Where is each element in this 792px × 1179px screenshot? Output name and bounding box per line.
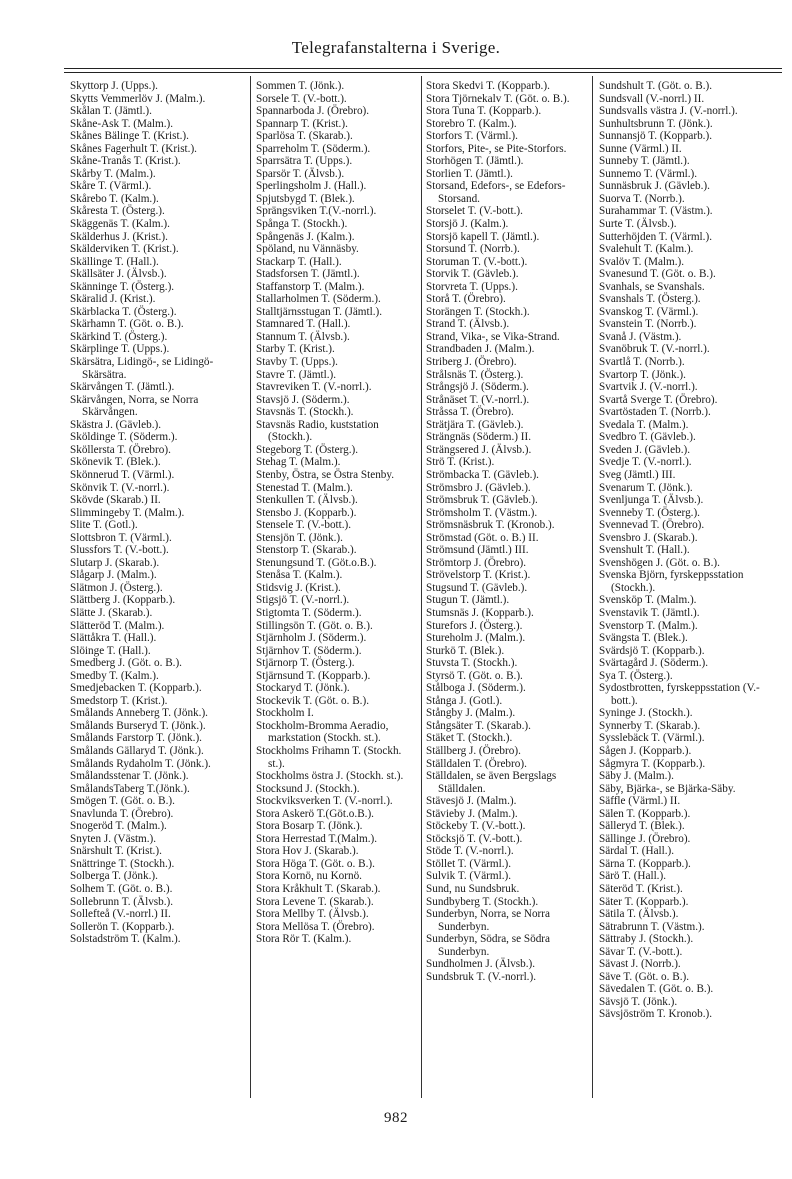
station-entry: Stävesjö J. (Malm.). (426, 795, 517, 808)
station-entry: Slöinge T. (Hall.). (70, 644, 151, 657)
station-entry: Styrsö T. (Göt. o. B.). (426, 669, 523, 682)
station-entry: Skövde (Skarab.) II. (70, 494, 161, 507)
station-entry: Stjärnsund T. (Kopparb.). (256, 669, 371, 682)
station-entry: Särö T. (Hall.). (599, 870, 667, 883)
station-entry: Sturkö T. (Blek.). (426, 644, 505, 657)
station-entry: Strömsholm T. (Västm.). (426, 506, 538, 519)
station-entry: Slätmon J. (Österg.). (70, 581, 163, 594)
station-entry: Solhem T. (Göt. o. B.). (70, 883, 173, 895)
station-entry: Svenneby T. (Österg.). (599, 506, 700, 519)
station-entry: Strand, Vika-, se Vika-Strand. (426, 330, 560, 343)
station-entry: Sparlösa T. (Skarab.). (256, 130, 353, 143)
station-entry: Särdal T. (Hall.). (599, 845, 675, 858)
station-entry: Svedala T. (Malm.). (599, 418, 689, 431)
station-entry: Syninge J. (Stockh.). (599, 707, 693, 720)
station-entry: Sundsvall (V.-norrl.) II. (599, 92, 705, 105)
column-1 (70, 80, 240, 1095)
station-entry: Storsund T. (Norrb.). (426, 243, 520, 256)
station-entry: Svenstavik T. (Jämtl.). (599, 606, 700, 619)
station-entry: Sveg (Jämtl.) III. (599, 468, 676, 481)
station-entry: Snavlunda T. (Örebro). (70, 807, 174, 820)
station-entry: Stenåsa T. (Kalm.). (256, 569, 343, 582)
station-entry: Snyten J. (Västm.). (70, 832, 157, 845)
station-entry: Slite T. (Gotl.). (70, 519, 138, 532)
station-entry: Sävedalen T. (Göt. o. B.). (599, 983, 714, 996)
station-entry: Strö T. (Krist.). (426, 456, 495, 469)
column-2 (256, 80, 418, 1095)
station-entry: Stigsjö T. (V.-norrl.). (256, 594, 350, 607)
station-entry: Skärplinge T. (Upps.). (70, 343, 170, 356)
station-entry: Stugun T. (Jämtl.). (426, 594, 510, 607)
station-entry: Strålsnäs T. (Österg.). (426, 368, 524, 381)
station-entry: Sundshult T. (Göt. o. B.). (599, 80, 713, 92)
station-entry: Svalöv T. (Malm.). (599, 255, 685, 268)
station-entry: Sågmyra T. (Kopparb.). (599, 757, 706, 770)
station-entry: Svenshult T. (Hall.). (599, 544, 690, 557)
station-entry: Stalltjärnsstugan T. (Jämtl.). (256, 305, 383, 318)
station-entry: SmålandsTaberg T.(Jönk.). (70, 782, 190, 795)
station-entry: Stockviksverken T. (V.-norrl.). (256, 795, 393, 808)
station-entry: Sättraby J. (Stockh.). (599, 933, 694, 946)
station-entry: Sommen T. (Jönk.). (256, 80, 345, 92)
station-entry: Slätteröd T. (Malm.). (70, 619, 165, 632)
station-entry: Spångenäs J. (Kalm.). (256, 230, 355, 243)
station-entry: Smedby T. (Kalm.). (70, 669, 159, 682)
station-entry: Storfors, Pite-, se Pite-Storfors. (426, 142, 567, 155)
station-entry: Stöckeby T. (V.-bott.). (426, 820, 526, 833)
station-entry: Smålands Farstorp T. (Jönk.). (70, 732, 202, 745)
station-entry: Stigtomta T. (Söderm.). (256, 606, 362, 619)
station-entry: Spöland, nu Vännäsby. (256, 243, 359, 256)
station-entry: Skärvången T. (Jämtl.). (70, 381, 175, 394)
station-entry: Surte T. (Älvsb.). (599, 218, 677, 231)
station-entry: Strömstad (Göt. o. B.) II. (426, 531, 539, 544)
station-entry: Sutterhöjden T. (Värml.). (599, 230, 712, 243)
page-title: Telegrafanstalterna i Sverige. (291, 38, 501, 57)
station-entry: Storsjö J. (Kalm.). (426, 218, 509, 231)
station-entry: Skälderhus J. (Krist.). (70, 230, 168, 243)
station-entry: Svanshals T. (Österg.). (599, 293, 701, 306)
station-entry: Svenljunga T. (Älvsb.). (599, 494, 704, 507)
station-entry: Suorva T. (Norrb.). (599, 192, 685, 205)
station-entry: Strömbacka T. (Gävleb.). (426, 468, 539, 481)
station-entry: Sågen J. (Kopparb.). (599, 744, 692, 757)
station-entry: Strömtorp J. (Örebro). (426, 556, 527, 569)
station-entry: Snogeröd T. (Malm.). (70, 820, 167, 833)
station-entry: Storselet T. (V.-bott.). (426, 205, 523, 218)
station-entry: Smålands Rydaholm T. (Jönk.). (70, 757, 211, 770)
station-entry: Sätrabrunn T. (Västm.). (599, 920, 705, 933)
station-entry: Stockholm I. (256, 707, 314, 720)
station-entry: Sparsör T. (Älvsb.). (256, 167, 345, 180)
station-entry: Stävieby J. (Malm.). (426, 807, 518, 820)
station-entry: Storhögen T. (Jämtl.). (426, 155, 524, 168)
station-entry: Storsjö kapell T. (Jämtl.). (426, 230, 540, 243)
station-entry: Skånes Bälinge T. (Krist.). (70, 130, 189, 143)
station-entry: Slågarp J. (Malm.). (70, 569, 157, 582)
station-entry: Stavsnäs Radio, kuststation (Stockh.). (256, 418, 379, 444)
station-entry: Skärhamn T. (Göt. o. B.). (70, 318, 184, 331)
station-entry: Sälleryd T. (Blek.). (599, 820, 685, 833)
column-4 (599, 80, 782, 1095)
station-entry: Svenarum T. (Jönk.). (599, 481, 693, 494)
station-entry: Svanå J. (Västm.). (599, 330, 682, 343)
station-entry: Spånga T. (Stockh.). (256, 218, 348, 231)
station-entry: Stora Tuna T. (Kopparb.). (426, 105, 542, 118)
station-entry: Strängsered J. (Älvsb.). (426, 443, 532, 456)
station-entry: Stenkullen T. (Älvsb.). (256, 494, 358, 507)
station-entry: Sulvik T. (Värml.). (426, 870, 512, 883)
station-entry: Svärdsjö T. (Kopparb.). (599, 644, 705, 657)
station-entry: Stamnared T. (Hall.). (256, 318, 351, 331)
station-entry: Sundbyberg T. (Stockh.). (426, 895, 539, 908)
station-entry: Strömsnäsbruk T. (Kronob.). (426, 519, 555, 532)
station-entry: Stjärnhov T. (Söderm.). (256, 644, 362, 657)
station-entry: Strätjära T. (Gävleb.). (426, 418, 524, 431)
station-entry: Smålandsstenar T. (Jönk.). (70, 770, 189, 783)
station-entry: Sollefteå (V.-norrl.) II. (70, 908, 171, 921)
station-entry: Sydostbrotten, fyrskeppsstation (V.-bott.). (599, 682, 760, 707)
station-entry: Skårby T. (Malm.). (70, 167, 156, 180)
station-entry: Sunnäsbruk J. (Gävleb.). (599, 180, 710, 193)
station-entry: Stöllet T. (Värml.). (426, 857, 512, 870)
station-entry: Slussfors T. (V.-bott.). (70, 544, 169, 557)
station-entry: Sätila T. (Älvsb.). (599, 908, 679, 921)
station-entry: Sunderbyn, Södra, se Södra Sunderbyn. (426, 933, 550, 958)
station-entry: Stehag T. (Malm.). (256, 456, 341, 469)
station-entry: Sällinge J. (Örebro). (599, 832, 691, 845)
station-entry: Skånes Fagerhult T. (Krist.). (70, 142, 197, 155)
station-entry: Stackarp T. (Hall.). (256, 255, 342, 268)
station-entry: Stenestad T. (Malm.). (256, 481, 353, 494)
station-entry: Sund, nu Sundsbruk. (426, 883, 520, 895)
station-entry: Stora Askerö T.(Göt.o.B.). (256, 807, 374, 820)
station-entry: Stavby T. (Upps.). (256, 356, 338, 369)
station-entry: Stockevik T. (Göt. o. B.). (256, 694, 370, 707)
station-entry: Storvik T. (Gävleb.). (426, 268, 519, 281)
station-entry: Stora Levene T. (Skarab.). (256, 895, 374, 908)
station-entry: Slutarp J. (Skarab.). (70, 556, 160, 569)
station-entry: Smedberg J. (Göt. o. B.). (70, 657, 182, 670)
station-entry: Ställberg J. (Örebro). (426, 744, 521, 757)
station-entry: Skärsätra, Lidingö-, se Lidingö-Skärsätra. (70, 356, 214, 381)
station-entry: Skästra J. (Gävleb.). (70, 418, 162, 431)
station-entry: Skäralid J. (Krist.). (70, 293, 156, 306)
station-entry: Stora Tjörnekalv T. (Göt. o. B.). (426, 92, 570, 105)
station-entry: Skåne-Tranås T. (Krist.). (70, 155, 181, 168)
station-entry: Sälen T. (Kopparb.). (599, 807, 691, 820)
station-entry: Säve T. (Göt. o. B.). (599, 970, 690, 983)
station-entry: Svartorp T. (Jönk.). (599, 368, 686, 381)
station-entry: Stocksund J. (Stockh.). (256, 782, 360, 795)
station-entry: Skällsäter J. (Älvsb.). (70, 268, 167, 281)
station-entry: Stånga J. (Gotl.). (426, 694, 503, 707)
station-entry: Smedjebacken T. (Kopparb.). (70, 682, 202, 695)
station-entry: Strövelstorp T. (Krist.). (426, 569, 531, 582)
station-entry: Stöde T. (V.-norrl.). (426, 845, 514, 858)
station-entry: Smålands Burseryd T. (Jönk.). (70, 719, 206, 732)
station-entry: Sävsjö T. (Jönk.). (599, 995, 678, 1008)
station-entry: Sköllersta T. (Örebro). (70, 443, 171, 456)
station-entry: Stångby J. (Malm.). (426, 707, 516, 720)
station-entry: Sunne (Värml.) II. (599, 142, 682, 155)
station-entry: Sturefors J. (Österg.). (426, 619, 523, 632)
station-entry: Strömsbruk T. (Gävleb.). (426, 494, 538, 507)
station-entry: Stora Skedvi T. (Kopparb.). (426, 80, 550, 92)
station-entry: Stavsjö J. (Söderm.). (256, 393, 350, 406)
station-entry: Smögen T. (Göt. o. B.). (70, 795, 175, 808)
station-entry: Storfors T. (Värml.). (426, 130, 518, 143)
station-entry: Slimmingeby T. (Malm.). (70, 506, 185, 519)
station-entry: Strängnäs (Söderm.) II. (426, 431, 532, 444)
station-entry: Stora Mellby T. (Älvsb.). (256, 908, 369, 921)
station-entry: Stora Herrestad T.(Malm.). (256, 832, 378, 845)
station-entry: Spjutsbygd T. (Blek.). (256, 192, 355, 205)
station-entry: Stockholms östra J. (Stockh. st.). (256, 770, 404, 783)
station-entry: Storå T. (Örebro). (426, 293, 506, 306)
station-entry: Stora Höga T. (Göt. o. B.). (256, 857, 375, 870)
station-entry: Stöcksjö T. (V.-bott.). (426, 832, 523, 845)
station-entry: Slätte J. (Skarab.). (70, 606, 153, 619)
station-entry: Ställdalen T. (Örebro). (426, 757, 527, 770)
station-entry: Svartvik J. (V.-norrl.). (599, 381, 698, 394)
station-entry: Stora Mellösa T. (Örebro). (256, 920, 375, 933)
station-entry: Stora Kornö, nu Kornö. (256, 870, 362, 883)
station-entry: Strånäset T. (V.-norrl.). (426, 393, 530, 406)
station-entry: Sollerön T. (Kopparb.). (70, 920, 175, 933)
station-entry: Skärblacka T. (Österg.). (70, 305, 177, 318)
station-entry: Svalehult T. (Kalm.). (599, 243, 694, 256)
station-entry: Sollebrunn T. (Älvsb.). (70, 895, 174, 908)
station-entry: Sparrsätra T. (Upps.). (256, 155, 353, 168)
station-entry: Surahammar T. (Västm.). (599, 205, 713, 218)
station-entry: Svartlå T. (Norrb.). (599, 356, 685, 369)
station-entry: Säby, Bjärka-, se Bjärka-Säby. (599, 782, 736, 795)
station-entry: Stenstorp T. (Skarab.). (256, 544, 357, 557)
station-entry: Stångsäter T. (Skarab.). (426, 719, 531, 732)
station-entry: Slottsbron T. (Värml.). (70, 531, 172, 544)
station-entry: Stadsforsen T. (Jämtl.). (256, 268, 360, 281)
station-entry: Svedbro T. (Gävleb.). (599, 431, 696, 444)
station-entry: Skönnerud T. (Värml.). (70, 468, 175, 481)
station-entry: Stavre T. (Jämtl.). (256, 368, 337, 381)
station-entry: Solstadström T. (Kalm.). (70, 933, 181, 946)
station-entry: Stillingsön T. (Göt. o. B.). (256, 619, 373, 632)
station-entry: Stugsund T. (Gävleb.). (426, 581, 528, 594)
station-entry: Stora Bosarp T. (Jönk.). (256, 820, 363, 833)
station-entry: Storuman T. (V.-bott.). (426, 255, 528, 268)
station-entry: Sorsele T. (V.-bott.). (256, 92, 347, 105)
station-entry: Spannarp T. (Krist.). (256, 117, 348, 130)
station-entry: Snättringe T. (Stockh.). (70, 857, 175, 870)
station-entry: Skåresta T. (Österg.). (70, 205, 165, 218)
station-entry: Stenby, Östra, se Östra Stenby. (256, 468, 395, 481)
station-entry: Sprängsviken T.(V.-norrl.). (256, 205, 377, 218)
station-entry: Smålands Gällaryd T. (Jönk.). (70, 744, 204, 757)
station-entry: Stenungsund T. (Göt.o.B.). (256, 556, 377, 569)
station-entry: Säteröd T. (Krist.). (599, 883, 683, 895)
station-entry: Stannum T. (Älvsb.). (256, 330, 350, 343)
station-entry: Stora Hov J. (Skarab.). (256, 845, 359, 858)
station-entry: Skönvik T. (V.-norrl.). (70, 481, 170, 494)
station-entry: Säffle (Värml.) II. (599, 795, 681, 808)
station-entry: Strömsund (Jämtl.) III. (426, 544, 529, 557)
station-entry: Svartå Sverge T. (Örebro). (599, 393, 718, 406)
station-entry: Storlien T. (Jämtl.). (426, 167, 513, 180)
column-3 (426, 80, 591, 1095)
station-entry: Säter T. (Kopparb.). (599, 895, 689, 908)
station-entry: Ställdalen, se även Bergslags Ställdalen. (426, 770, 557, 795)
station-entry: Skällinge T. (Hall.). (70, 255, 159, 268)
station-entry: Sävsjöström T. Kronob.). (599, 1008, 713, 1021)
station-entry: Stidsvig J. (Krist.). (256, 581, 341, 594)
station-entry: Storängen T. (Stockh.). (426, 305, 530, 318)
station-entry: Sunderbyn, Norra, se Norra Sunderbyn. (426, 908, 550, 933)
station-entry: Sävast J. (Norrb.). (599, 958, 681, 971)
station-entry: Stora Rör T. (Kalm.). (256, 933, 352, 946)
station-entry: Slättåkra T. (Hall.). (70, 632, 157, 645)
station-entry: Smålands Anneberg T. (Jönk.). (70, 707, 208, 720)
station-entry: Svensbro J. (Skarab.). (599, 531, 698, 544)
station-entry: Skåre T. (Värml.). (70, 180, 152, 193)
directory-columns (70, 80, 782, 1095)
station-entry: Svanöbruk T. (V.-norrl.). (599, 343, 710, 356)
station-entry: Sparreholm T. (Söderm.). (256, 142, 371, 155)
station-entry: Storvreta T. (Upps.). (426, 280, 518, 293)
page-number: 982 (384, 1110, 408, 1126)
station-entry: Svenstorp T. (Malm.). (599, 619, 698, 632)
station-entry: Svenska Björn, fyrskeppsstation (Stockh.). (599, 569, 744, 594)
station-entry: Stegeborg T. (Österg.). (256, 443, 359, 456)
station-entry: Sundsbruk T. (V.-norrl.). (426, 970, 537, 983)
station-entry: Stålboga J. (Söderm.). (426, 682, 526, 695)
station-entry: Skäggenäs T. (Kalm.). (70, 218, 170, 231)
station-entry: Sävar T. (V.-bott.). (599, 945, 683, 958)
station-entry: Starby T. (Krist.). (256, 343, 335, 356)
station-entry: Svanskog T. (Värml.). (599, 305, 699, 318)
station-entry: Striberg J. (Örebro). (426, 356, 517, 369)
station-entry: Svängsta T. (Blek.). (599, 632, 688, 645)
station-entry: Smedstorp T. (Krist.). (70, 694, 168, 707)
station-entry: Svanhals, se Svanshals. (599, 280, 705, 293)
station-entry: Sundholmen J. (Älvsb.). (426, 958, 536, 971)
header-rule-bottom (64, 72, 782, 73)
station-entry: Skälderviken T. (Krist.). (70, 243, 179, 256)
station-entry: Stureholm J. (Malm.). (426, 632, 526, 645)
station-entry: Skålan T. (Jämtl.). (70, 105, 152, 118)
station-entry: Stockholms Frihamn T. (Stockh. st.). (256, 744, 402, 770)
station-entry: Stråssa T. (Örebro). (426, 406, 514, 419)
station-entry: Sperlingsholm J. (Hall.). (256, 180, 367, 193)
station-entry: Sya T. (Österg.). (599, 669, 673, 682)
station-entry: Sveden J. (Gävleb.). (599, 443, 691, 456)
station-entry: Spannarboda J. (Örebro). (256, 105, 370, 118)
station-entry: Stjärnholm J. (Söderm.). (256, 632, 367, 645)
station-entry: Svartöstaden T. (Norrb.). (599, 406, 711, 419)
station-entry: Stavreviken T. (V.-norrl.). (256, 381, 372, 394)
station-entry: Skåne-Ask T. (Malm.). (70, 117, 174, 130)
station-entry: Sunnemo T. (Värml.). (599, 167, 698, 180)
station-entry: Stavsnäs T. (Stockh.). (256, 406, 354, 419)
station-entry: Sundsvalls västra J. (V.-norrl.). (599, 105, 738, 118)
station-entry: Solberga T. (Jönk.). (70, 870, 158, 883)
station-entry: Skänninge T. (Österg.). (70, 280, 175, 293)
station-entry: Svärtagård J. (Söderm.). (599, 657, 709, 670)
station-entry: Strömsbro J. (Gävleb.). (426, 481, 531, 494)
station-entry: Strand T. (Älvsb.). (426, 318, 510, 331)
station-entry: Svanesund T. (Göt. o. B.). (599, 268, 716, 281)
station-entry: Stora Kråkhult T. (Skarab.). (256, 883, 381, 895)
station-entry: Svedje T. (V.-norrl.). (599, 456, 692, 469)
station-entry: Sunnansjö T. (Kopparb.). (599, 130, 712, 143)
station-entry: Strångsjö J. (Söderm.). (426, 381, 529, 394)
station-entry: Snärshult T. (Krist.). (70, 845, 162, 858)
station-entry: Skönevik T. (Blek.). (70, 456, 161, 469)
station-entry: Strandbaden J. (Malm.). (426, 343, 535, 356)
station-entry: Stensbo J. (Kopparb.). (256, 506, 357, 519)
station-entry: Stensele T. (V.-bott.). (256, 519, 352, 532)
station-entry: Stensjön T. (Jönk.). (256, 531, 343, 544)
station-entry: Sysslebäck T. (Värml.). (599, 732, 705, 745)
station-entry: Stallarholmen T. (Söderm.). (256, 293, 381, 306)
station-entry: Sunhultsbrunn T. (Jönk.). (599, 117, 713, 130)
station-entry: Svanstein T. (Norrb.). (599, 318, 697, 331)
station-entry: Sköldinge T. (Söderm.). (70, 431, 178, 444)
station-entry: Storebro T. (Kalm.). (426, 117, 517, 130)
station-entry: Stäket T. (Stockh.). (426, 732, 513, 745)
station-entry: Säby J. (Malm.). (599, 770, 674, 783)
station-entry: Skärkind T. (Österg.). (70, 330, 168, 343)
station-entry: Svenshögen J. (Göt. o. B.). (599, 556, 720, 569)
station-entry: Skyttorp J. (Upps.). (70, 80, 158, 92)
station-entry: Stockaryd T. (Jönk.). (256, 682, 350, 695)
station-entry: Stockholm-Bromma Aeradio, markstation (Stockh. st.). (256, 719, 389, 745)
station-entry: Svennevad T. (Örebro). (599, 519, 705, 532)
station-entry: Synnerby T. (Skarab.). (599, 719, 701, 732)
header-rule-top (64, 68, 782, 69)
station-entry: Sunneby T. (Jämtl.). (599, 155, 690, 168)
station-entry: Slättberg J. (Kopparb.). (70, 594, 176, 607)
station-entry: Skärvången, Norra, se Norra Skärvången. (70, 393, 199, 419)
station-entry: Svensköp T. (Malm.). (599, 594, 697, 607)
station-entry: Särna T. (Kopparb.). (599, 857, 691, 870)
station-entry: Stuvsta T. (Stockh.). (426, 657, 518, 670)
station-entry: Skytts Vemmerlöv J. (Malm.). (70, 92, 206, 105)
station-entry: Staffanstorp T. (Malm.). (256, 280, 365, 293)
station-entry: Skårebo T. (Kalm.). (70, 192, 159, 205)
station-entry: Stumsnäs J. (Kopparb.). (426, 606, 534, 619)
station-entry: Stjärnorp T. (Österg.). (256, 657, 355, 670)
station-entry: Storsand, Edefors-, se Edefors-Storsand. (426, 180, 566, 205)
